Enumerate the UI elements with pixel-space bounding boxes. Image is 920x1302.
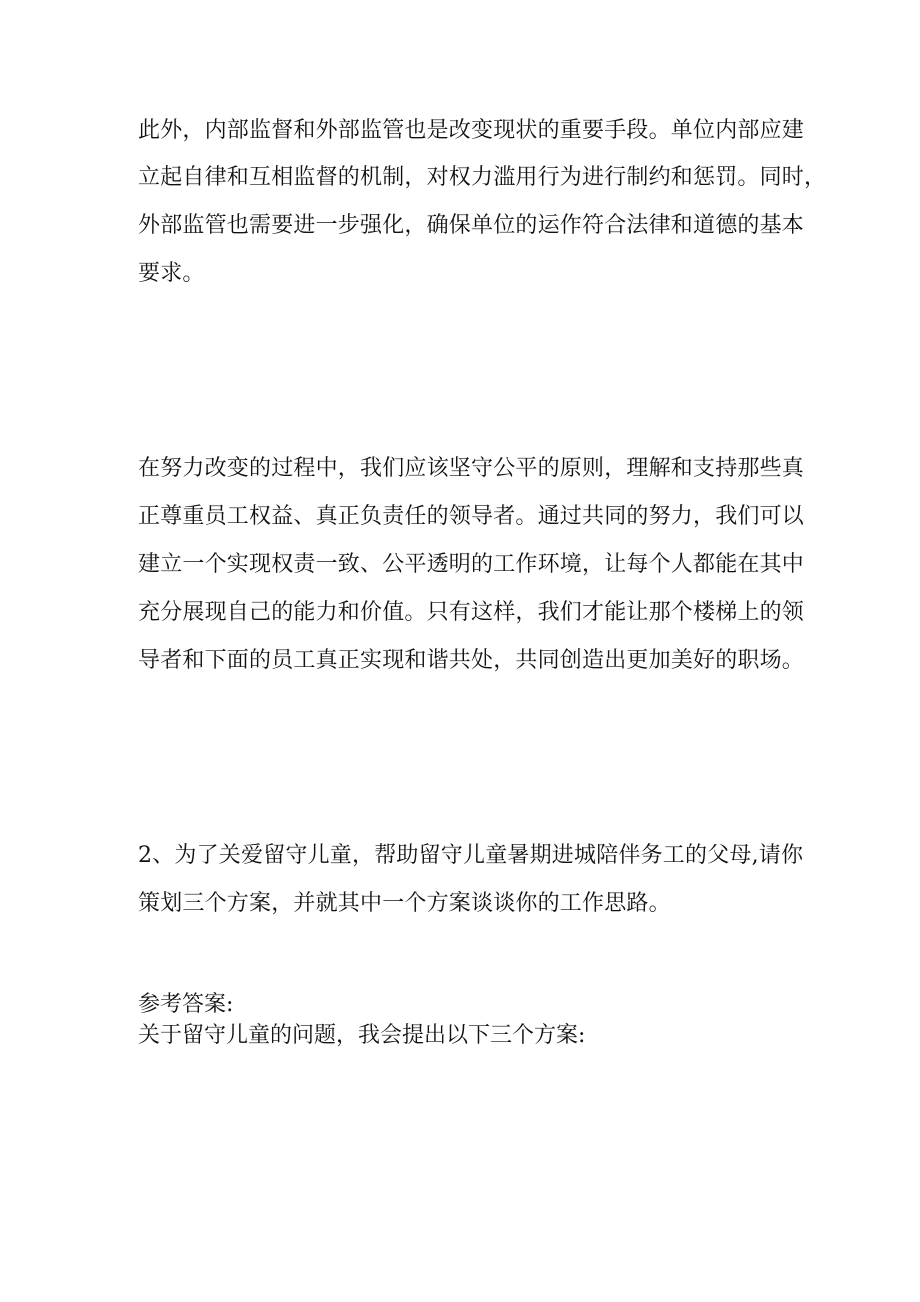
- paragraph-1-line-2: 立起自律和互相监督的机制，对权力滥用行为进行制约和惩罚。同时，: [138, 165, 827, 190]
- paragraph-2-line-2: 正尊重员工权益、真正负责任的领导者。通过共同的努力，我们可以: [138, 504, 805, 529]
- paragraph-2-line-3: 建立一个实现权责一致、公平透明的工作环境，让每个人都能在其中: [138, 552, 805, 577]
- answer-intro: 关于留守儿童的问题，我会提出以下三个方案:: [138, 1023, 586, 1048]
- answer-label: 参考答案:: [138, 992, 234, 1017]
- paragraph-1-line-1: 此外，内部监督和外部监管也是改变现状的重要手段。单位内部应建: [138, 118, 805, 143]
- paragraph-2-line-4: 充分展现自己的能力和价值。只有这样，我们才能让那个楼梯上的领: [138, 600, 805, 625]
- paragraph-1-line-3: 外部监管也需要进一步强化，确保单位的运作符合法律和道德的基本: [138, 213, 805, 238]
- question-2-line-1: 2、为了关爱留守儿童，帮助留守儿童暑期进城陪伴务工的父母,请你: [138, 843, 804, 868]
- paragraph-1-line-4: 要求。: [138, 261, 205, 286]
- question-2-line-2: 策划三个方案，并就其中一个方案谈谈你的工作思路。: [138, 891, 671, 916]
- paragraph-2-line-1: 在努力改变的过程中，我们应该坚守公平的原则，理解和支持那些真: [138, 456, 805, 481]
- paragraph-2-line-5: 导者和下面的员工真正实现和谐共处，共同创造出更加美好的职场。: [138, 648, 805, 673]
